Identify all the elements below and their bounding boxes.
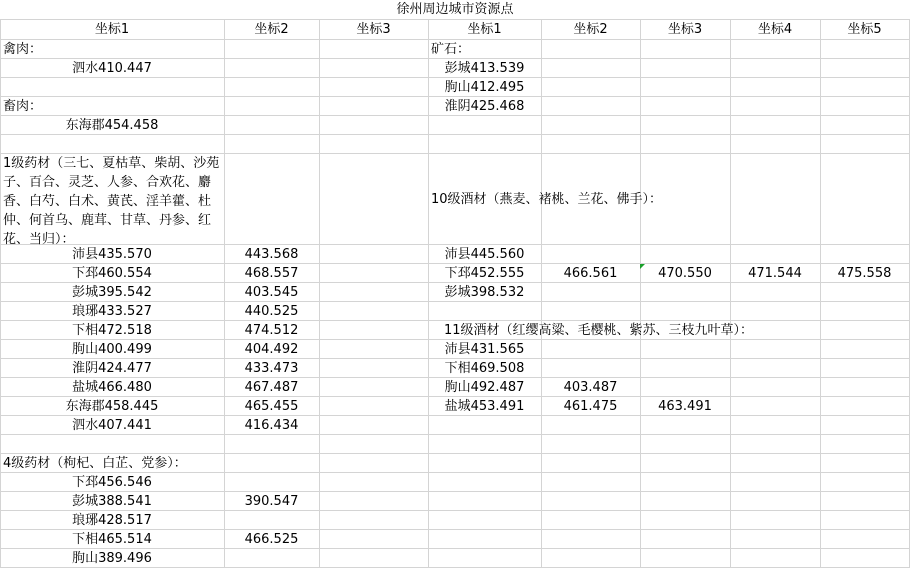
wine10-c4: 471.544 xyxy=(748,266,802,281)
herb1-c1: 琅琊433.527 xyxy=(72,304,152,319)
wine11-c1: 沛县431.565 xyxy=(444,342,525,357)
ore-label: 矿石： xyxy=(431,42,471,57)
header-coord1-left: 坐标1 xyxy=(94,22,130,37)
header-coord3-left: 坐标3 xyxy=(356,22,391,37)
herb1-c2: 465.455 xyxy=(244,399,299,414)
herb1-c2: 443.568 xyxy=(244,247,299,262)
ore-c1: 彭城413.539 xyxy=(444,61,525,76)
herb1-c1: 彭城395.542 xyxy=(72,285,152,300)
wine10-c1: 彭城398.532 xyxy=(444,285,525,300)
herb1-c2: 474.512 xyxy=(244,323,299,338)
herb1-c2: 416.434 xyxy=(244,418,299,433)
herb4-c1: 琅琊428.517 xyxy=(72,513,152,528)
herb4-c1: 下邳456.546 xyxy=(72,475,152,490)
wine11-c2: 403.487 xyxy=(563,380,618,395)
wine10-c3: 470.550 xyxy=(658,266,712,281)
herb1-c2: 467.487 xyxy=(244,380,299,395)
herb1-label: 1级药材（三七、夏枯草、柴胡、沙苑子、百合、灵芝、人参、合欢花、麝香、白芍、白术、黄芪、淫羊藿、杜仲、何首乌、鹿茸、甘草、丹参、红花、当归）： xyxy=(3,156,220,247)
herb4-c2 xyxy=(224,549,319,568)
herb4-c1: 彭城388.541 xyxy=(72,494,152,509)
livestock-cell: 东海郡454.458 xyxy=(65,118,159,133)
herb1-c2: 404.492 xyxy=(244,342,299,357)
herb1-c2: 403.545 xyxy=(244,285,299,300)
herb1-c1: 朐山400.499 xyxy=(72,342,152,357)
header-coord4: 坐标4 xyxy=(757,22,793,37)
wine10-c5: 475.558 xyxy=(837,266,892,281)
wine10-c2: 466.561 xyxy=(563,266,618,281)
sheet-title: 徐州周边城市资源点 xyxy=(0,0,910,19)
poultry-cell: 泗水410.447 xyxy=(72,61,152,76)
poultry-label: 禽肉： xyxy=(3,42,43,57)
herb1-c1: 淮阴424.477 xyxy=(72,361,152,376)
wine11-c1: 朐山492.487 xyxy=(444,380,525,395)
header-coord3-right: 坐标3 xyxy=(667,22,703,37)
header-coord5: 坐标5 xyxy=(847,22,882,37)
herb1-c2: 433.473 xyxy=(244,361,299,376)
herb1-c1: 沛县435.570 xyxy=(72,247,152,262)
ore-c1: 淮阴425.468 xyxy=(444,99,525,114)
header-coord2-right: 坐标2 xyxy=(573,22,608,37)
header-coord1-right: 坐标1 xyxy=(467,22,502,37)
wine10-label: 10级酒材（燕麦、褚桃、兰花、佛手）： xyxy=(431,192,663,207)
wine10-c1: 下邳452.555 xyxy=(444,266,525,281)
herb1-c1: 下邳460.554 xyxy=(72,266,152,281)
herb4-c2 xyxy=(224,473,319,492)
header-coord2-left: 坐标2 xyxy=(254,22,289,37)
livestock-label: 畜肉： xyxy=(3,99,43,114)
wine10-c1: 沛县445.560 xyxy=(444,247,525,262)
herb1-c1: 下相472.518 xyxy=(72,323,152,338)
ore-c1: 朐山412.495 xyxy=(444,80,525,95)
wine11-label: 11级酒材（红缨高粱、毛樱桃、紫苏、三枝九叶草）： xyxy=(444,323,754,338)
herb1-c1: 东海郡458.445 xyxy=(65,399,159,414)
herb4-label: 4级药材（枸杞、白芷、党参）： xyxy=(3,456,187,471)
herb4-c1: 朐山389.496 xyxy=(72,551,152,566)
wine11-c3: 463.491 xyxy=(658,399,712,414)
herb4-c2: 466.525 xyxy=(244,532,299,547)
herb1-c1: 泗水407.441 xyxy=(72,418,152,433)
wine11-c1: 盐城453.491 xyxy=(444,399,525,414)
herb1-c2: 468.557 xyxy=(244,266,299,281)
herb4-c1: 下相465.514 xyxy=(72,532,152,547)
herb4-c2: 390.547 xyxy=(244,494,299,509)
wine11-c2: 461.475 xyxy=(563,399,618,414)
herb4-c2 xyxy=(224,511,319,530)
herb1-c1: 盐城466.480 xyxy=(72,380,152,395)
herb1-c2: 440.525 xyxy=(244,304,299,319)
wine11-c1: 下相469.508 xyxy=(444,361,525,376)
